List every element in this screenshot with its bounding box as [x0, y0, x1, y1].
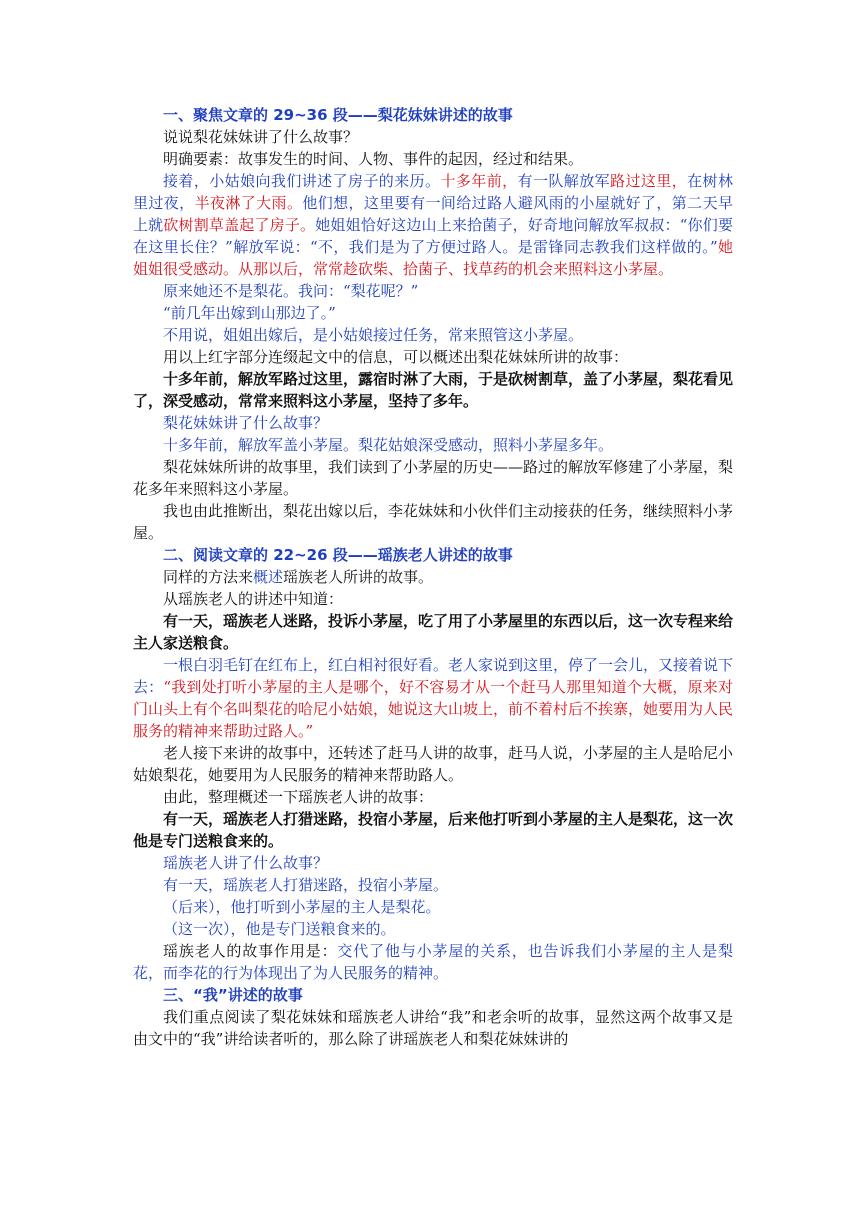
method-seg: 同样的方法来	[163, 568, 254, 586]
from-text: 从瑶族老人的讲述中知道：	[163, 590, 344, 608]
method-text	[133, 566, 733, 588]
answer-text: 十多年前，解放军盖小茅屋。梨花姑娘深受感动，照料小茅屋多年。	[163, 436, 614, 454]
excerpt-red: 她姐姐很受感动。从那以后，常常趁砍柴、拾菌子、找草药的机会来照料这小茅屋。	[133, 238, 733, 278]
excerpt-seg: 接着，小姑娘向我们讲述了房子的来历。	[163, 172, 441, 190]
story-excerpt	[133, 654, 733, 742]
question-text: 说说梨花妹妹讲了什么故事？	[163, 128, 359, 146]
excerpt-seg: 有一队解放军	[517, 172, 611, 190]
excerpt-red: “我到处打听小茅屋的主人是哪个，好不容易才从一个赶马人那里知道个大概，原来对门山头上有个名叫梨花的哈尼小姑娘，她说这大山坡上，前不着村后不挨寨，她要用为人民服务的精神来帮助过路人。”	[133, 678, 734, 740]
answer-line: （后来），他打听到小茅屋的主人是梨花。	[163, 898, 441, 916]
excerpt-red: 半夜淋了大雨。	[194, 194, 303, 212]
role-blue: 交代了他与小茅屋的关系，也告诉我们小茅屋的主人是梨花，而李花的行为体现出了为人民服务的精神。	[133, 942, 733, 982]
summary-bold: 有一天，瑶族老人迷路，投诉小茅屋，吃了用了小茅屋里的东西以后，这一次专程来给主人家送粮食。	[133, 612, 734, 652]
connect-text: 用以上红字部分连缀起文中的信息，可以概述出梨花妹妹所讲的故事：	[163, 348, 629, 366]
excerpt-seg: 一根白羽毛钉在红布上，红白相衬很好看。老人家说到这里，停了一会儿，又接着说下去：	[133, 656, 734, 696]
excerpt-seg: 在树林里过夜，	[133, 172, 733, 212]
document-page	[133, 104, 733, 1050]
excerpt-seg: 他们想，这里要有一间给过路人避风雨的小屋就好了，第二天早上就	[133, 194, 733, 234]
story-excerpt	[133, 170, 733, 280]
summary-bold: 十多年前，解放军路过这里，露宿时淋了大雨，于是砍树割草，盖了小茅屋，梨花看见了，深受感动，常常来照料这小茅屋，坚持了多年。	[133, 370, 734, 410]
section-3-heading: 三、“我”讲述的故事	[163, 986, 303, 1004]
paragraph: 老人接下来讲的故事中，还转述了赶马人讲的故事，赶马人说，小茅屋的主人是哈尼小姑娘梨花，她要用为人民服务的精神来帮助路人。	[133, 744, 734, 784]
excerpt-red: 十多年前，	[440, 172, 518, 190]
excerpt-seg: 她姐姐恰好这边山上来拾菌子，好奇地问解放军叔叔：“你们要在这里长住？”解放军说：“不，我们是为了方便过路人。是雷锋同志教我们这样做的。”	[133, 216, 733, 256]
summary-bold: 有一天，瑶族老人打猎迷路，投宿小茅屋，后来他打听到小茅屋的主人是梨花，这一次他是专门送粮食来的。	[133, 810, 734, 850]
paragraph: 梨花妹妹所讲的故事里，我们读到了小茅屋的历史——路过的解放军修建了小茅屋，梨花多年来照料这小茅屋。	[133, 458, 734, 498]
paragraph: 我也由此推断出，梨花出嫁以后，李花妹妹和小伙伴们主动接获的任务，继续照料小茅屋。	[133, 502, 734, 542]
answer-line: 有一天，瑶族老人打猎迷路，投宿小茅屋。	[163, 876, 449, 894]
paragraph: 我们重点阅读了梨花妹妹和瑶族老人讲给“我”和老余听的故事，显然这两个故事又是由文中的“我”讲给读者听的，那么除了讲瑶族老人和梨花妹妹讲的	[133, 1008, 733, 1048]
answer-line: （这一次），他是专门送粮食来的。	[163, 920, 396, 938]
section-1-heading: 一、聚焦文章的 29~36 段——梨花妹妹讲述的故事	[163, 106, 513, 124]
excerpt-red: 砍树割草盖起了房子。	[163, 216, 316, 234]
method-blue: 概述	[253, 568, 284, 586]
story-excerpt-2: 原来她还不是梨花。我问：“梨花呢？”	[163, 282, 419, 300]
section-2-heading: 二、阅读文章的 22~26 段——瑶族老人讲述的故事	[163, 546, 513, 564]
paragraph: 由此，整理概述一下瑶族老人讲的故事：	[163, 788, 434, 806]
role-seg: 瑶族老人的故事作用是：	[163, 942, 338, 960]
method-seg: 瑶族老人所讲的故事。	[283, 568, 434, 586]
requirement-text: 明确要素：故事发生的时间、人物、事件的起因，经过和结果。	[163, 150, 584, 168]
question-text: 瑶族老人讲了什么故事？	[163, 854, 329, 872]
story-excerpt-4: 不用说，姐姐出嫁后，是小姑娘接过任务，常来照管这小茅屋。	[163, 326, 584, 344]
question-2: 梨花妹妹讲了什么故事？	[163, 414, 329, 432]
role-text	[133, 940, 733, 984]
story-excerpt-3: “前几年出嫁到山那边了。”	[163, 304, 336, 322]
excerpt-red: 路过这里，	[610, 172, 688, 190]
